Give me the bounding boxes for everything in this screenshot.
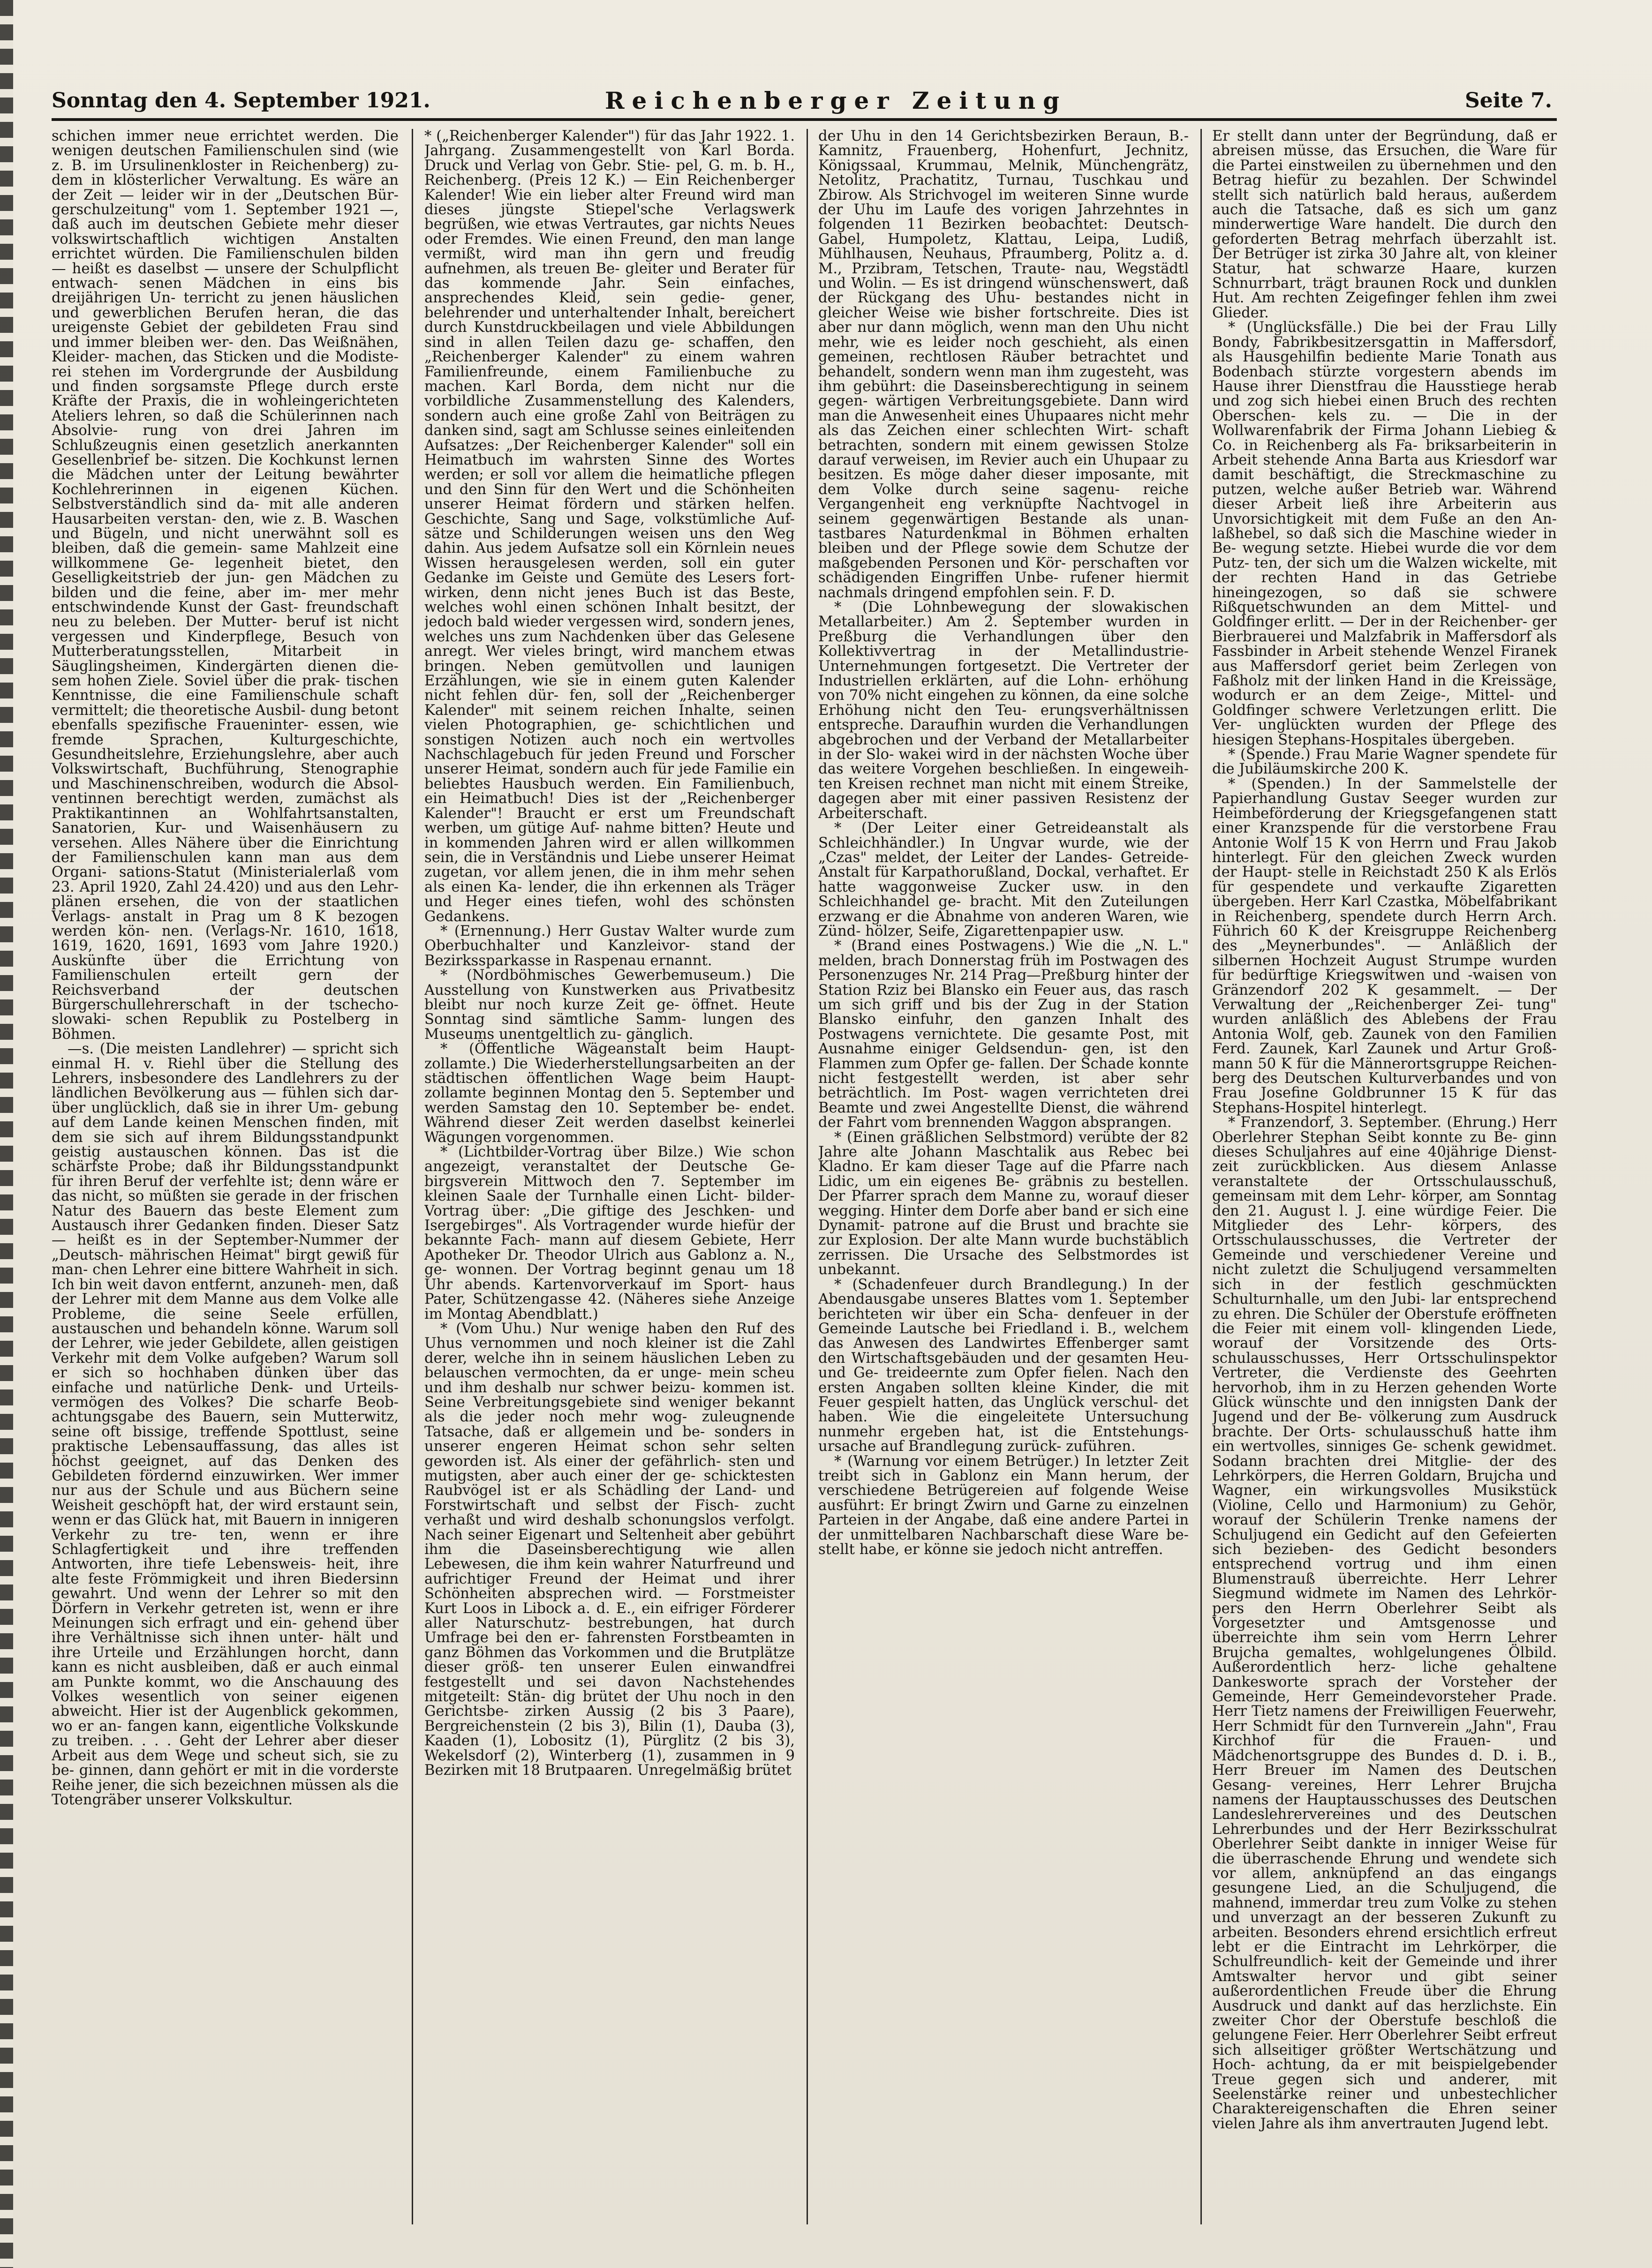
header-rule [52, 118, 1557, 121]
article-paragraph: * (Schadenfeuer durch Brandlegung.) In der Abendausgabe unseres Blattes vom 1. September berichteten wir über ein Scha- denfeuer in der Gemeinde Lautsche bei Friedland i. B., welchem das Anwesen des Landwirtes Effenberger samt den Wirtschaftsgebäuden und der gesamten Heu- und Ge- treideernte zum Opfer fielen. Nach den ersten Angaben sollten kleine Kinder, die mit Feuer gespielt hatten, das Unglück verschul- det haben. Wie die eingeleitete Untersuchung nunmehr ergeben hat, ist die Entstehungs- ursache auf Brandlegung zurück- zuführen. [818, 1276, 1189, 1455]
article-paragraph: * (Warnung vor einem Betrüger.) In letzter Zeit treibt sich in Gablonz ein Mann herum, der verschiedene Betrügereien auf folgende Weise ausführt: Er bringt Zwirn und Garne zu einzelnen Parteien in der Angabe, daß eine andere Partei in der unmittelbaren Nachbarschaft diese Ware be- stellt habe, er könne sie jedoch nicht antreffen. [818, 1453, 1189, 1558]
article-paragraph: * („Reichenberger Kalender") für das Jahr 1922. 1. Jahrgang. Zusammengestellt von Karl Borda. Druck und Verlag von Gebr. Stie- pel, G. m. b. H., Reichenberg. (Preis 12 K.) — Ein Reichenberger Kalender! Wie ein lieber alter Freund wird man dieses jüngste Stiepel'sche Verlagswerk begrüßen, wie etwas Vertrautes, gar nichts Neues oder Fremdes. Wie einen Freund, den man lange vermißt, wird man ihn gern und freudig aufnehmen, als treuen Be- gleiter und Berater für das kommende Jahr. Sein einfaches, ansprechendes Kleid, sein gedie- gener, belehrender und unterhaltender Inhalt, bereichert durch Kunstdruckbeilagen und viele Abbildungen sind in allen Teilen dazu ge- schaffen, den „Reichenberger Kalender" zu einem wahren Familienfreunde, einem Familienbuche zu machen. Karl Borda, dem nicht nur die vorbildliche Zusammenstellung des Kalenders, sondern auch eine große Zahl von Beiträgen zu danken sind, sagt am Schlusse seines einleitenden Aufsatzes: „Der Reichenberger Kalender" soll ein Heimatbuch im wahrsten Sinne des Wortes werden; er soll vor allem die heimatliche pflegen und den Sinn für den Wert und die Schönheiten unserer Heimat fördern und stärken helfen. Geschichte, Sang und Sage, volkstümliche Auf- sätze und Schilderungen weisen uns den Weg dahin. Aus jedem Aufsatze soll ein Körnlein neues Wissen herausgelesen werden, soll ein guter Gedanke im Geiste und Gemüte des Lesers fort- wirken, denn nicht jenes Buch ist das Beste, welches wohl einen schönen Inhalt besitzt, der jedoch bald wieder vergessen wird, sondern jenes, welches uns zum Nachdenken über das Gelesene anregt. Wer vieles bringt, wird manchem etwas bringen. Neben gemütvollen und launigen Erzählungen, wie sie in einem guten Kalender nicht fehlen dür- fen, soll der „Reichenberger Kalender" mit seinem reichen Inhalte, seinen vielen Photographien, ge- schichtlichen und sonstigen Notizen auch noch ein wertvolles Nachschlagebuch für jeden Freund und Forscher unserer Heimat, sondern auch für jede Familie ein beliebtes Hausbuch werden. Ein Familienbuch, ein Heimatbuch! Dies ist der „Reichenberger Kalender"! Braucht er erst um Freundschaft werben, um gütige Auf- nahme bitten? Heute und in kommenden Jahren wird er allen willkommen sein, die in Verständnis und Liebe unserer Heimat zugetan, vor allem jenen, die in ihm mehr sehen als einen Ka- lender, die ihn erkennen als Träger und Heger eines tiefen, wohl des schönsten Gedankens. [424, 129, 795, 925]
article-paragraph: * (Spenden.) In der Sammelstelle der Papierhandlung Gustav Seeger wurden zur Heimbeförderung der Kriegsgefangenen statt einer Kranzspende für die verstorbene Frau Antonie Wolf 15 K von Herrn und Frau Jakob hinterlegt. Für den gleichen Zweck wurden der Haupt- stelle in Reichstadt 250 K als Erlös für gespendete und verkaufte Zigaretten übergeben. Herr Karl Czastka, Möbelfabrikant in Reichenberg, spendete durch Herrn Arch. Führich 60 K der Kreisgruppe Reichenberg des „Meynerbundes". — Anläßlich der silbernen Hochzeit August Strumpe wurden für bedürftige Kriegswitwen und -waisen von Gränzendorf 202 K gesammelt. — Der Verwaltung der „Reichenberger Zei- tung" wurden anläßlich des Ablebens der Frau Antonia Wolf, geb. Zaunek von den Familien Ferd. Zaunek, Karl Zaunek und Artur Groß- mann 50 K für die Männerortsgruppe Reichen- berg des Deutschen Kulturverbandes und von Frau Josefine Goldbrunner 15 K für das Stephans-Hospitel hinterlegt. [1212, 775, 1557, 1116]
column-3 [818, 129, 1189, 2224]
article-paragraph: * (Unglücksfälle.) Die bei der Frau Lilly Bondy, Fabrikbesitzersgattin in Maffersdorf, als Hausgehilfin bediente Marie Tonath aus Bodenbach stürzte vorgestern abends im Hause ihrer Dienstfrau die Hausstiege herab und zog sich hiebei einen Bruch des rechten Oberschen- kels zu. — Die in der Wollwarenfabrik der Firma Johann Liebieg & Co. in Reichenberg als Fa- briksarbeiterin in Arbeit stehende Anna Barta aus Kriesdorf war damit beschäftigt, die Streckmaschine zu putzen, welche außer Betrieb war. Während dieser Arbeit ließ ihre Arbeiterin aus Unvorsichtigkeit mit dem Fuße an den An- laßhebel, so daß sich die Maschine wieder in Be- wegung setzte. Hiebei wurde die vor dem Putz- ten, der sich um die Walzen wickelte, mit der rechten Hand in das Getriebe hineingezogen, so daß sie schwere Rißquetschwunden an dem Mittel- und Goldfinger erlitt. — Der in der Reichenber- ger Bierbrauerei und Malzfabrik in Maffersdorf als Fassbinder in Arbeit stehende Wenzel Firanek aus Maffersdorf geriet beim Zerlegen von Faßholz mit der linken Hand in die Kreissäge, wodurch er an dem Zeige-, Mittel- und Goldfinger schwere Verletzungen erlitt. Die Ver- unglückten wurden der Pflege des hiesigen Stephans-Hospitales übergeben. [1212, 319, 1557, 748]
article-paragraph: der Uhu in den 14 Gerichtsbezirken Beraun, B.-Kamnitz, Frauenberg, Hohenfurt, Jechnitz, Königssaal, Krummau, Melnik, Münchengrätz, Netolitz, Prachatitz, Turnau, Tuschkau und Zbirow. Als Strichvogel im weiteren Sinne wurde der Uhu im Laufe des vorigen Jahrzehntes in folgenden 11 Bezirken beobachtet: Deutsch-Gabel, Humpoletz, Klattau, Leipa, Ludiß, Mühlhausen, Neuhaus, Pfraumberg, Politz a. d. M., Przibram, Tetschen, Traute- nau, Wegstädtl und Wolin. — Es ist dringend wünschenswert, daß der Rückgang des Uhu- bestandes nicht in gleicher Weise wie bisher fortschreite. Dies ist aber nur dann möglich, wenn man den Uhu nicht mehr, wie es leider noch geschieht, als einen gemeinen, rechtlosen Räuber betrachtet und behandelt, sondern wenn man ihm zugesteht, was ihm gebührt: die Daseinsberechtigung in seinem gegen- wärtigen Verbreitungsgebiete. Dann wird man die Anwesenheit eines Uhupaares nicht mehr als das Zeichen einer schlechten Wirt- schaft betrachten, sondern mit einem gewissen Stolze darauf verweisen, im Revier auch ein Uhupaar zu besitzen. Es möge daher dieser imposante, mit dem Volke durch seine sagenu- reiche Vergangenheit eng verknüpfte Nachtvogel in seinem gegenwärtigen Bestande als unan- tastbares Naturdenkmal in Böhmen erhalten bleiben und der Pflege sowie dem Schutze der maßgebenden Personen und Kör- perschaften vor schädigenden Eingriffen Unbe- rufener hiermit nachmals dringend empfohlen sein. F. D. [818, 129, 1189, 601]
column-divider [807, 129, 808, 2224]
article-paragraph: * (Lichtbilder-Vortrag über Bilze.) Wie schon angezeigt, veranstaltet der Deutsche Ge- birgsverein Mittwoch den 7. September im kleinen Saale der Turnhalle einen Licht- bilder-Vortrag über: „Die giftige des Jeschken- und Isergebirges". Als Vortragender wurde hiefür der bekannte Fach- mann auf diesem Gebiete, Herr Apotheker Dr. Theodor Ulrich aus Gablonz a. N., ge- wonnen. Der Vortrag beginnt genau um 18 Uhr abends. Kartenvorverkauf im Sport- haus Pater, Schützengasse 42. (Näheres siehe Anzeige im Montag Abendblatt.) [424, 1144, 795, 1322]
article-paragraph: * (Spende.) Frau Marie Wagner spendete für die Jubiläumskirche 200 K. [1212, 746, 1557, 778]
article-paragraph: schichen immer neue errichtet werden. Die wenigen deutschen Familienschulen sind (wie z. B. im Ursulinenkloster in Reichenberg) zu- dem in klösterlicher Verwaltung. Es wäre an der Zeit — leider wir in der „Deutschen Bür- gerschulzeitung" vom 1. September 1921 —, daß auch im deutschen Gebiete mehr dieser volkswirtschaftlich wichtigen Anstalten errichtet würden. Die Familienschulen bilden — heißt es daselbst — unsere der Schulpflicht entwach- senen Mädchen in eins bis dreijährigen Un- terricht zu jenen häuslichen und gewerblichen Berufen heran, die das ureigenste Gebiet der gebildeten Frau sind und immer bleiben wer- den. Das Weißnähen, Kleider- machen, das Sticken und die Modiste- rei stehen im Vordergrunde der Ausbildung und finden sorgsamste Pflege durch erste Kräfte der Praxis, die in wohleingerichteten Ateliers lehren, so daß die Schülerinnen nach Absolvie- rung von drei Jahren im Schlußzeugnis einen gesetzlich anerkannten Gesellenbrief be- sitzen. Die Kochkunst lernen die Mädchen unter der Leitung bewährter Kochlehrerinnen in eigenen Küchen. Selbstverständlich sind da- mit alle anderen Hausarbeiten verstan- den, wie z. B. Waschen und Bügeln, und nicht unerwähnt soll es bleiben, daß die gemein- same Mahlzeit eine willkommene Ge- legenheit bietet, den Geselligkeitstrieb der jun- gen Mädchen zu bilden und die feine, aber im- mer mehr entschwindende Kunst der Gast- freundschaft neu zu beleben. Der Mutter- beruf ist nicht vergessen und Kinderpflege, Besuch von Mutterberatungsstellen, Mitarbeit in Säuglingsheimen, Kindergärten dienen die- sem hohen Ziele. Soviel über die prak- tischen Kenntnisse, die eine Familienschule schaft vermittelt; die theoretische Ausbil- dung betont ebenfalls spezifische Fraueninter- essen, wie fremde Sprachen, Kulturgeschichte, Gesundheitslehre, Erziehungslehre, aber auch Volkswirtschaft, Buchführung, Stenographie und Maschinenschreiben, wodurch die Absol- ventinnen berechtigt werden, zumächst als Praktikantinnen an Wohlfahrtsanstalten, Sanatorien, Kur- und Waisenhäusern zu versehen. Alles Nähere über die Einrichtung der Familienschulen kann man aus dem Organi- sations-Statut (Ministerialerlaß vom 23. April 1920, Zahl 24.420) und aus den Lehr- plänen ersehen, die von der staatlichen Verlags- anstalt in Prag um 8 K bezogen werden kön- nen. (Verlags-Nr. 1610, 1618, 1619, 1620, 1691, 1693 vom Jahre 1920.) Auskünfte über die Errichtung von Familienschulen erteilt gern der Reichsverband der deutschen Bürgerschullehrerschaft in der tschecho-slowaki- schen Republik zu Postelberg in Böhmen. [52, 129, 399, 1043]
article-paragraph: * (Nordböhmisches Gewerbemuseum.) Die Ausstellung von Kunstwerken aus Privatbesitz bleibt nur noch kurze Zeit ge- öffnet. Heute Sonntag sind sämtliche Samm- lungen des Museums unentgeltlich zu- gänglich. [424, 967, 795, 1043]
header-date: Sonntag den 4. September 1921. [52, 89, 430, 113]
column-2 [424, 129, 795, 2224]
article-paragraph: * (Brand eines Postwagens.) Wie die „N. L." melden, brach Donnerstag früh im Postwagen des Personenzuges Nr. 214 Prag—Preßburg hinter der Station Rziz bei Blansko ein Feuer aus, das rasch um sich griff und bis der Zug in der Station Blansko einfuhr, den ganzen Inhalt des Postwagens vernichtete. Die gesamte Post, mit Ausnahme einiger Geldsendun- gen, ist den Flammen zum Opfer ge- fallen. Der Schade konnte nicht festgestellt werden, ist aber sehr beträchtlich. Im Post- wagen verrichteten drei Beamte und zwei Angestellte Dienst, die während der Fahrt vom brennenden Waggon absprangen. [818, 938, 1189, 1131]
article-paragraph: * (Der Leiter einer Getreideanstalt als Schleichhändler.) In Ungvar wurde, wie der „Czas" meldet, der Leiter der Landes- Getreide-Anstalt für Karpathorußland, Dockal, verhaftet. Er hatte waggonweise Zucker usw. in den Schleichhandel ge- bracht. Mit den Zuteilungen erzwang er die Abnahme von anderen Waren, wie Zünd- hölzer, Seife, Zigarettenpapier usw. [818, 820, 1189, 939]
article-paragraph: * Franzendorf, 3. September. (Ehrung.) Herr Oberlehrer Stephan Seibt konnte zu Be- ginn dieses Schuljahres auf eine 40jährige Dienst- zeit zurückblicken. Aus diesem Anlasse veranstaltete der Ortsschulausschuß, gemeinsam mit dem Lehr- körper, am Sonntag den 21. August l. J. eine würdige Feier. Die Mitglieder des Lehr- körpers, des Ortsschulausschusses, die Vertreter der Gemeinde und verschiedener Vereine und nicht zuletzt die Schuljugend versammelten sich in der festlich geschmückten Schulturnhalle, um den Jubi- lar entsprechend zu ehren. Die Schüler der Oberstufe eröffneten die Feier mit einem voll- klingenden Liede, worauf der Vorsitzende des Orts- schulausschusses, Herr Ortsschulinspektor Vertreter, die Verdienste des Geehrten hervorhob, ihm in zu Herzen gehenden Worte Glück wünschte und den innigsten Dank der Jugend und der Be- völkerung zum Ausdruck brachte. Der Orts- schulausschuß hatte ihm ein wertvolles, sinniges Ge- schenk gewidmet. Sodann brachten drei Mitglie- der des Lehrkörpers, die Herren Goldarn, Brujcha und Wagner, ein wirkungsvolles Musikstück (Violine, Cello und Harmonium) zu Gehör, worauf der Schülerin Trenke namens der Schuljugend ein Gedicht auf den Gefeierten sich bezieben- des Gedicht besonders entsprechend vortrug und ihm einen Blumenstrauß überreichte. Herr Lehrer Siegmund widmete im Namen des Lehrkör- pers den Herrn Oberlehrer Seibt als Vorgesetzter und Amtsgenosse und überreichte ihm sein vom Herrn Lehrer Brujcha gemaltes, wohlgelungenes Ölbild. Außerordentlich herz- liche gehaltene Dankesworte sprach der Vorsteher der Gemeinde, Herr Gemeindevorsteher Prade. Herr Tietz namens der Freiwilligen Feuerwehr, Herr Schmidt für den Turnverein „Jahn", Frau Kirchhof für die Frauen- und Mädchenortsgruppe des Bundes d. D. i. B., Herr Breuer im Namen des Deutschen Gesang- vereines, Herr Lehrer Brujcha namens der Hauptausschusses des Deutschen Landeslehrervereines und des Deutschen Lehrerbundes und der Herr Bezirksschulrat Oberlehrer Seibt dankte in inniger Weise für die überraschende Ehrung und wendete sich vor allem, anknüpfend an das eingangs gesungene Lied, an die Schuljugend, die mahnend, immerdar treu zum Volke zu stehen und unverzagt an der besseren Zukunft zu arbeiten. Besonders ehrend ersichtlich erfreut lebt er die Eintracht im Lehrkörper, die Schulfreundlich- keit der Gemeinde und ihrer Amtswalter hervor und gibt seiner außerordentlichen Freude über die Ehrung Ausdruck und dankt auf das herzlichste. Ein zweiter Chor der Oberstufe beschloß die gelungene Feier. Herr Oberlehrer Seibt erfreut sich allseitiger größter Wertschätzung und Hoch- achtung, da er mit beispielgebender Treue gegen sich und anderer, mit Seelenstärke reiner und unbestechlicher Charaktereigenschaften die Ehren seiner vielen Jahre als ihm anvertrauten Jugend lebt. [1212, 1114, 1557, 2132]
page-header [52, 84, 1552, 117]
article-paragraph: * (Ernennung.) Herr Gustav Walter wurde zum Oberbuchhalter und Kanzleivor- stand der Bezirkssparkasse in Raspenau ernannt. [424, 923, 795, 969]
binding-edge [0, 0, 13, 2268]
page-number: Seite 7. [1464, 89, 1552, 113]
article-paragraph: * (Öffentliche Wägeanstalt beim Haupt- zollamte.) Die Wiederherstellungsarbeiten an der städtischen öffentlichen Wage beim Haupt- zollamte beginnen Montag den 5. September und werden Samstag den 10. September be- endet. Während dieser Zeit werden daselbst keinerlei Wägungen vorgenommen. [424, 1041, 795, 1146]
column-1 [52, 129, 399, 2224]
article-paragraph: * (Einen gräßlichen Selbstmord) verübte der 82 Jahre alte Johann Maschtalik aus Rebec bei Kladno. Er kam dieser Tage auf die Pfarre nach Lidic, um ein eigenes Be- gräbnis zu bestellen. Der Pfarrer sprach dem Manne zu, worauf dieser wegging. Hinter dem Dorfe aber band er sich eine Dynamit- patrone auf die Brust und brachte sie zur Explosion. Der alte Mann wurde buchstäblich zerrissen. Die Ursache des Selbstmordes ist unbekannt. [818, 1129, 1189, 1278]
article-paragraph: —s. (Die meisten Landlehrer) — spricht sich einmal H. v. Riehl über die Stellung des Lehrers, insbesondere des Landlehrers zu der ländlichen Bevölkerung aus — fühlen sich dar- über unglücklich, daß sie in ihrer Um- gebung auf dem Lande keinen Menschen finden, mit dem sie sich auf ihrem Bildungsstandpunkt geistig austauschen können. Das ist die schärfste Probe; daß ihr Bildungsstandpunkt für ihren Beruf der verfehlte ist; denn wäre er das nicht, so müßten sie gerade in der frischen Natur des Bauern das beste Element zum Austausch ihrer Gedanken finden. Dieser Satz — heißt es in der September-Nummer der „Deutsch- mährischen Heimat" birgt gewiß für man- chen Lehrer eine bittere Wahrheit in sich. Ich bin weit davon entfernt, anzuneh- men, daß der Lehrer mit dem Manne aus dem Volke alle Probleme, die seine Seele erfüllen, austauschen und behandeln könne. Warum soll der Lehrer, wie jeder Gebildete, allen geistigen Verkehr mit dem Volke aufgeben? Warum soll er sich so hochhaben dünken über das einfache und natürliche Denk- und Urteils- vermögen des Volkes? Die scharfe Beob- achtungsgabe des Bauern, sein Mutterwitz, seine oft bissige, treffende Spottlust, seine praktische Lebensauffassung, das alles ist höchst geeignet, auf das Denken des Gebildeten fördernd einzuwirken. Wer immer nur aus der Schule und aus Büchern seine Weisheit geschöpft hat, der wird erstaunt sein, wenn er das Glück hat, mit Bauern in innigeren Verkehr zu tre- ten, wenn er ihre Schlagfertigkeit und ihre treffenden Antworten, ihre tiefe Lebensweis- heit, ihre alte feste Frömmigkeit und ihren Biedersinn gewahrt. Und wenn der Lehrer so mit den Dörfern in Verkehr getreten ist, wenn er ihre Meinungen sich erfragt und ein- gehend über ihre Verhältnisse sich ihnen unter- hält und ihre Urteile und Erzählungen horcht, dann kann es nicht ausbleiben, daß er auch einmal am Punkte kommt, wo die Anschauung des Volkes wesentlich von seiner eigenen abweicht. Hier ist der Augenblick gekommen, wo er an- fangen kann, eigentliche Volkskunde zu treiben. . . . Geht der Lehrer aber dieser Arbeit aus dem Wege und scheut sich, sie zu be- ginnen, dann gehört er mit in die vorderste Reihe jener, die sich bezeichnen müssen als die Totengräber unserer Volkskultur. [52, 1041, 399, 1808]
article-paragraph: Er stellt dann unter der Begründung, daß er abreisen müsse, das Ersuchen, die Ware für die Partei einstweilen zu übernehmen und den Betrag hiefür zu bezahlen. Der Schwindel stellt sich natürlich bald heraus, außerdem auch die Tatsache, daß es sich um ganz minderwertige Ware handelt. Die durch den geforderten Betrag mehrfach überzahlt ist. Der Betrüger ist zirka 30 Jahre alt, von kleiner Statur, hat schwarze Haare, kurzen Schnurrbart, trägt braunen Rock und dunklen Hut. Am rechten Zeigefinger fehlen ihm zwei Glieder. [1212, 129, 1557, 321]
article-paragraph: * (Vom Uhu.) Nur wenige haben den Ruf des Uhus vernommen und noch kleiner ist die Zahl derer, welche ihn in seinem häuslichen Leben zu belauschen vermochten, da er unge- mein scheu und ihm deshalb nur schwer beizu- kommen ist. Seine Verbreitungsgebiete sind weniger bekannt als die jeder noch mehr wog- zuleugnende Tatsache, daß er allgemein und be- sonders in unserer engeren Heimat schon sehr selten geworden ist. Als einer der gefährlich- sten und mutigsten, aber auch einer der ge- schicktesten Raubvögel ist er als Schädling der Land- und Forstwirtschaft und selbst der Fisch- zucht verhaßt und wird deshalb schonungslos verfolgt. Nach seiner Eigenart und Seltenheit aber gebührt ihm die Daseinsberechtigung wie allen Lebewesen, die ihm kein wahrer Naturfreund und aufrichtiger Freund der Heimat und ihrer Schönheiten absprechen wird. — Forstmeister Kurt Loos in Libock a. d. E., ein eifriger Förderer aller Naturschutz- bestrebungen, hat durch Umfrage bei den er- fahrensten Forstbeamten in ganz Böhmen das Vorkommen und die Brutplätze dieser größ- ten unserer Eulen einwandfrei festgestellt und sei davon Nachstehendes mitgeteilt: Stän- dig brütet der Uhu noch in den Gerichtsbe- zirken Aussig (2 bis 3 Paare), Bergreichenstein (2 bis 3), Bilin (1), Dauba (3), Kaaden (1), Lobositz (1), Pürglitz (2 bis 3), Wekelsdorf (2), Winterberg (1), zusammen in 9 Bezirken mit 18 Brutpaaren. Unregelmäßig brütet [424, 1320, 795, 1779]
article-paragraph: * (Die Lohnbewegung der slowakischen Metallarbeiter.) Am 2. September wurden in Preßburg die Verhandlungen über den Kollektivvertrag in der Metallindustrie- Unternehmungen fortgesetzt. Die Vertreter der Industriellen erklärten, auf die Lohn- erhöhung von 70% nicht eingehen zu können, da eine solche Erhöhung nicht den Teu- erungsverhältnissen entspreche. Daraufhin wurden die Verhandlungen abgebrochen und der Verband der Metallarbeiter in der Slo- wakei wird in der nächsten Woche über das weitere Vorgehen beschließen. In eingeweih- ten Kreisen rechnet man nicht mit einem Streike, dagegen aber mit einer passiven Resistenz der Arbeiterschaft. [818, 599, 1189, 822]
column-divider [1200, 129, 1202, 2224]
masthead-title: Reichenberger Zeitung [605, 87, 1067, 114]
column-4 [1212, 129, 1557, 2224]
column-divider [412, 129, 413, 2224]
